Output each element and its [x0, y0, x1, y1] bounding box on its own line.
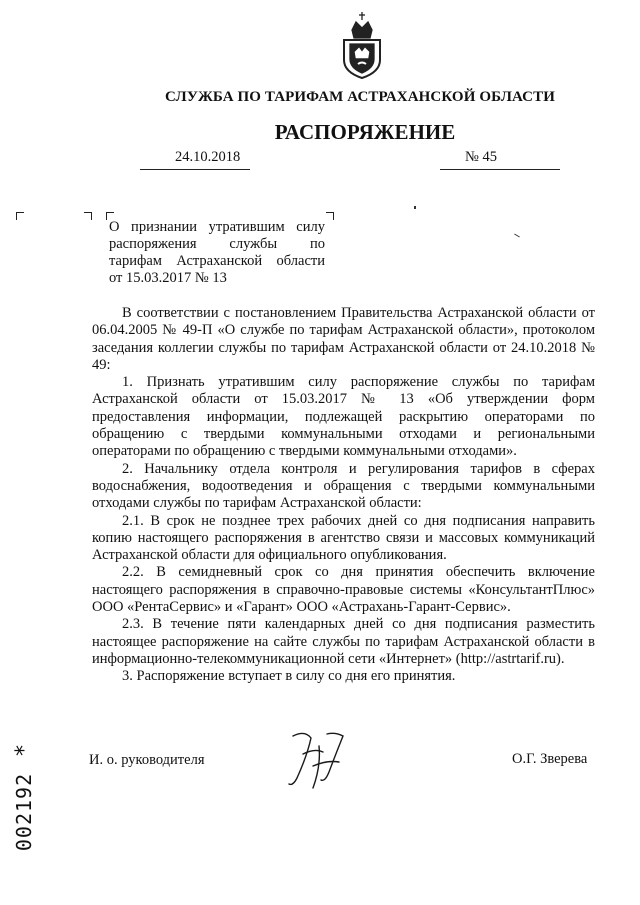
subject-line: тарифам Астраханской области — [109, 253, 325, 269]
organization-name: СЛУЖБА ПО ТАРИФАМ АСТРАХАНСКОЙ ОБЛАСТИ — [165, 89, 555, 105]
document-subject — [109, 219, 325, 287]
handwritten-signature-icon — [283, 726, 353, 792]
corner-mark — [16, 212, 24, 220]
registration-star: * — [12, 745, 37, 756]
body-paragraph: 3. Распоряжение вступает в силу со дня его принятия. — [122, 668, 456, 685]
corner-mark — [84, 212, 92, 220]
subject-line: от 15.03.2017 № 13 — [109, 270, 227, 286]
body-paragraph: 2.1. В срок не позднее трех рабочих дней со дня подписания направить копию настоящего распоряжения в агентство связи и массовых коммуникаций Астраханской области для официального опубликования. — [92, 512, 595, 564]
corner-mark — [326, 212, 334, 220]
body-paragraph: 1. Признать утратившим силу распоряжение службы по тарифам Астраханской области от 15.03.2017 № 13 «Об утверждении форм предоставления информации, подлежащей раскрытию операторами по обращению с твердыми коммунальными отходами и региональными операторами по обращению с твердыми коммунальными отходами». — [92, 374, 595, 460]
date-underline — [140, 169, 250, 170]
subject-line: О признании утратившим силу — [109, 219, 325, 235]
body-paragraph: 2.2. В семидневный срок со дня принятия обеспечить включение настоящего распоряжения в справочно-правовые системы «КонсультантПлюс» ООО «РентаСервис» и «Гарант» ООО «Астрахань-Гарант-Сервис». — [92, 564, 595, 616]
signatory-name: О.Г. Зверева — [512, 751, 588, 767]
signatory-title: И. о. руководителя — [89, 752, 205, 768]
document-number: № 45 — [465, 149, 497, 165]
document-date: 24.10.2018 — [175, 149, 241, 165]
coat-of-arms-icon — [338, 8, 386, 80]
body-paragraph: 2. Начальнику отдела контроля и регулирования тарифов в сферах водоснабжения, водоотведения и обращения с твердыми коммунальными отходами службы по тарифам Астраханской области: — [92, 460, 595, 512]
subject-line: распоряжения службы по — [109, 236, 325, 252]
body-paragraph: 2.3. В течение пяти календарных дней со дня подписания разместить настоящее распоряжение на сайте службы по тарифам Астраханской области в информационно-телекоммуникационной сети «Интернет» (http://astrtarif.ru). — [92, 616, 595, 667]
document-type-title: РАСПОРЯЖЕНИЕ — [274, 120, 456, 144]
scan-speck — [514, 234, 520, 238]
scan-speck — [414, 206, 416, 209]
registration-number: 002192 — [12, 772, 37, 852]
document-body — [92, 305, 595, 686]
number-underline — [440, 169, 560, 170]
body-paragraph: В соответствии с постановлением Правительства Астраханской области от 06.04.2005 № 49-П «О службе по тарифам Астраханской области», протоколом заседания коллегии службы по тарифам Астраханской области от 24.10.2018 № 49: — [92, 305, 595, 373]
